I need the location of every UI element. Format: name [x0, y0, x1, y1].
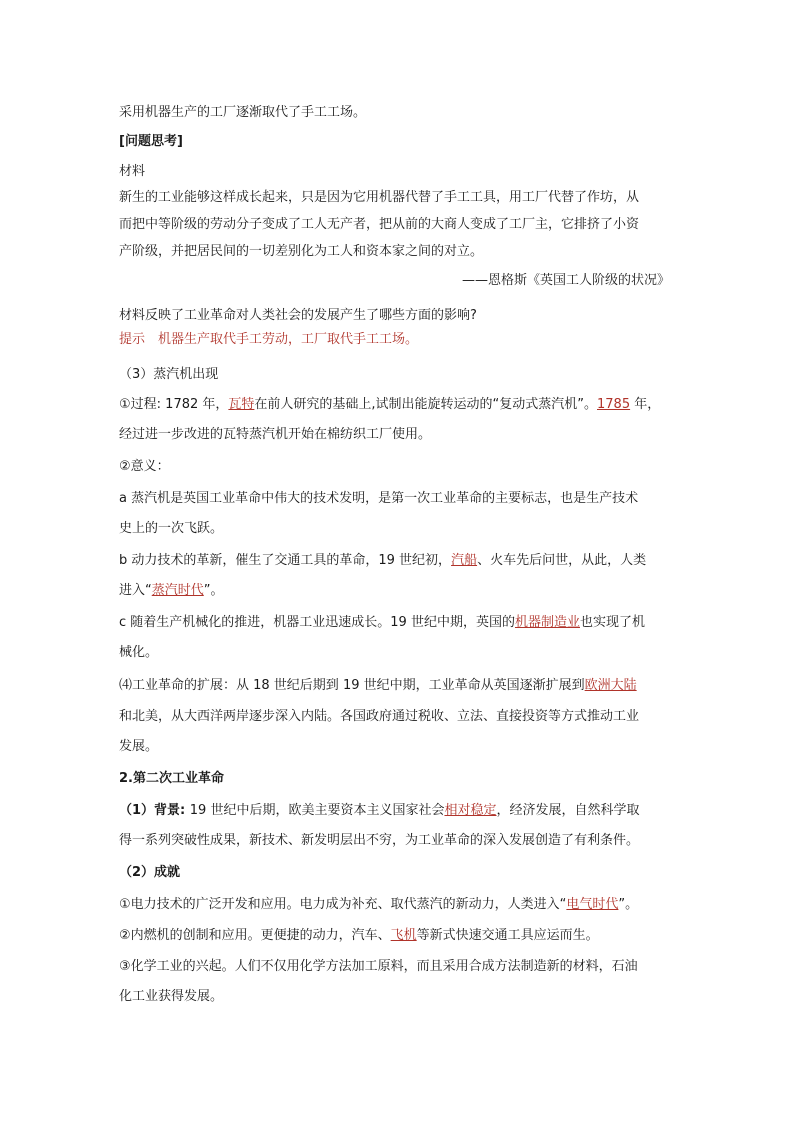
text: ”。 [203, 583, 224, 598]
paragraph-line [119, 644, 158, 662]
label: （1）背景: [119, 803, 190, 818]
text: 、火车先后问世，从此，人类 [477, 553, 647, 568]
underlined-term: 飞机 [390, 928, 417, 943]
text: 材料反映了工业革命对人类社会的发展产生了哪些方面的影响? [119, 308, 477, 323]
paragraph-line [119, 396, 660, 414]
material-label [119, 163, 145, 181]
text: [问题思考] [119, 134, 183, 149]
quote-line [119, 189, 639, 207]
paragraph-line [119, 490, 638, 508]
text: 得一系列突破性成果，新技术、新发明层出不穷，为工业革命的深入发展创造了有利条件。 [119, 833, 640, 848]
text: ②意义： [119, 459, 170, 474]
paragraph-line [119, 552, 646, 570]
paragraph-line [119, 677, 637, 695]
paragraph-line [119, 802, 640, 820]
text: 史上的一次飞跃。 [119, 521, 224, 536]
quote-line [119, 243, 483, 261]
text: 19 世纪中后期，欧美主要资本主义国家社会 [189, 803, 445, 818]
underlined-term: 瓦特 [228, 397, 255, 412]
text: 采用机器生产的工厂逐渐取代了手工工场。 [119, 105, 367, 120]
text: 等新式快速交通工具应运而生。 [416, 928, 599, 943]
paragraph-line [119, 614, 645, 632]
text: 提示 机器生产取代手工劳动，工厂取代手工工场。 [119, 332, 419, 347]
text: 发展。 [119, 739, 159, 754]
paragraph-line [119, 738, 158, 756]
text: b 动力技术的革新，催生了交通工具的革命，19 世纪初， [119, 553, 452, 568]
hint [119, 331, 418, 349]
paragraph-line [119, 104, 366, 122]
text: ③化学工业的兴起。人们不仅用化学方法加工原料，而且采用合成方法制造新的材料，石油 [119, 959, 638, 974]
paragraph-line [119, 958, 638, 976]
paragraph-line [119, 426, 431, 444]
text: （2）成就 [119, 865, 181, 880]
text: ②内燃机的创制和应用。更便捷的动力，汽车、 [119, 928, 391, 943]
text: 材料 [119, 164, 146, 179]
text: c 随着生产机械化的推进，机器工业迅速成长。19 世纪中期，英国的 [119, 615, 515, 630]
text: 而把中等阶级的劳动分子变成了工人无产者，把从前的大商人变成了工厂主，它排挤了小资 [119, 217, 640, 232]
text: ”。 [618, 897, 639, 912]
quote-source [462, 272, 670, 290]
text: 在前人研究的基础上,试制出能旋转运动的“复动式蒸汽机”。 [254, 397, 598, 412]
paragraph-line [119, 582, 224, 600]
text: ⑷工业革命的扩展：从 18 世纪后期到 19 世纪中期，工业革命从英国逐渐扩展到 [119, 678, 585, 693]
underlined-term: 欧洲大陆 [584, 678, 637, 693]
text: 械化。 [119, 645, 159, 660]
quote-line [119, 216, 639, 234]
paragraph-line [119, 458, 170, 476]
text: 2.第二次工业革命 [119, 771, 224, 786]
underlined-term: 相对稳定 [444, 803, 497, 818]
paragraph-line [119, 708, 639, 726]
text: a 蒸汽机是英国工业革命中伟大的技术发明，是第一次工业革命的主要标志，也是生产技术 [119, 491, 639, 506]
text: ①过程: 1782 年， [119, 397, 229, 412]
text: 进入“ [119, 583, 152, 598]
text: ，经济发展，自然科学取 [496, 803, 640, 818]
text: ——恩格斯《英国工人阶级的状况》 [461, 273, 670, 288]
text: 新生的工业能够这样成长起来，只是因为它用机器代替了手工工具，用工厂代替了作坊，从 [119, 190, 640, 205]
subheading [119, 864, 180, 882]
text: ①电力技术的广泛开发和应用。电力成为补充、取代蒸汽的新动力，人类进入“ [119, 897, 567, 912]
paragraph-line [119, 988, 223, 1006]
paragraph-line [119, 832, 639, 850]
underlined-term: 汽船 [451, 553, 478, 568]
underlined-term: 蒸汽时代 [151, 583, 204, 598]
section-heading [119, 133, 183, 151]
text: 化工业获得发展。 [119, 989, 224, 1004]
text: 也实现了机 [579, 615, 645, 630]
underlined-term: 机器制造业 [514, 615, 580, 630]
paragraph-line [119, 896, 638, 914]
text: 年， [630, 397, 661, 412]
question [119, 307, 477, 325]
paragraph-line [119, 927, 599, 945]
text: 产阶级，并把居民间的一切差别化为工人和资本家之间的对立。 [119, 244, 484, 259]
section-heading [119, 770, 224, 788]
underlined-term: 电气时代 [566, 897, 619, 912]
subheading [119, 366, 218, 384]
underlined-term: 1785 [597, 397, 631, 412]
text: 和北美，从大西洋两岸逐步深入内陆。各国政府通过税收、立法、直接投资等方式推动工业 [119, 709, 640, 724]
text: （3）蒸汽机出现 [119, 367, 219, 382]
paragraph-line [119, 520, 223, 538]
text: 经过进一步改进的瓦特蒸汽机开始在棉纺织工厂使用。 [119, 427, 432, 442]
